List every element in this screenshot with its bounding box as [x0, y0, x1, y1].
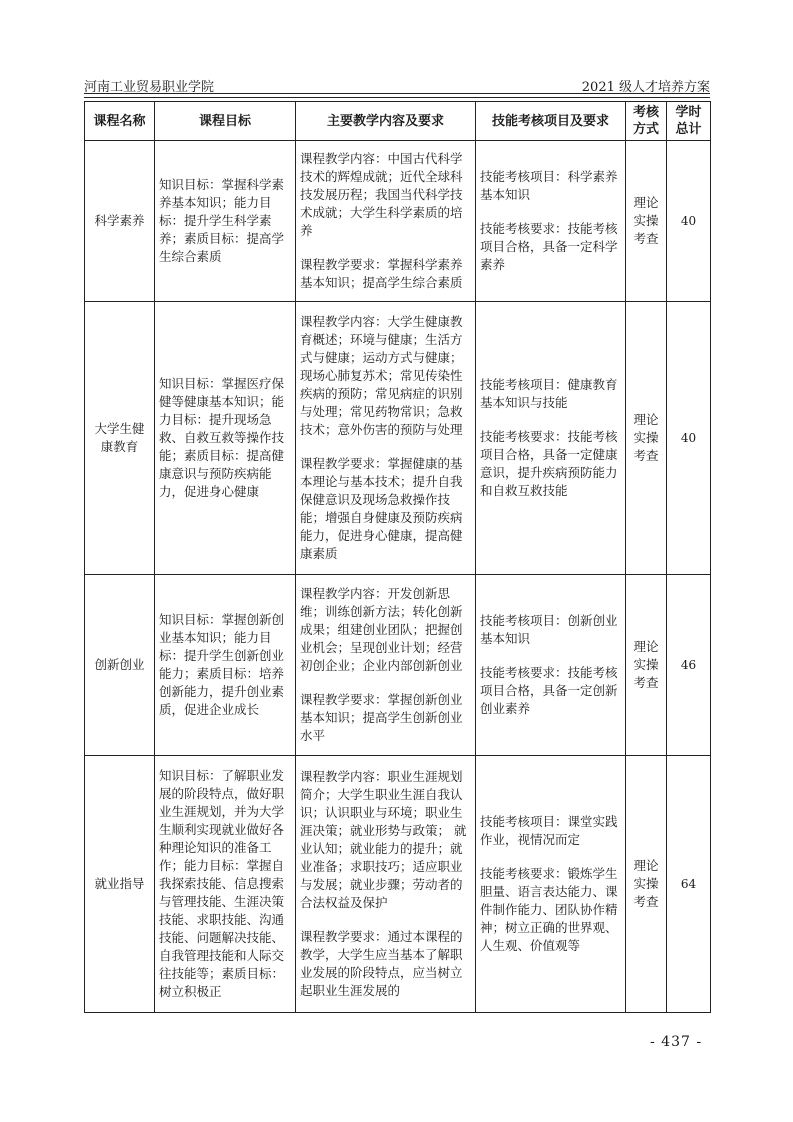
header-main-content: 主要教学内容及要求	[296, 102, 476, 141]
course-content	[296, 575, 476, 756]
total-hours: 46	[667, 575, 711, 756]
table-row	[85, 756, 711, 1013]
course-name: 科学素养	[85, 141, 155, 302]
header-rule-thin	[84, 97, 710, 98]
content-text: 课程教学内容：开发创新思维；训练创新方法；转化创新成果；组建创业团队；把握创业机会；呈现创业计划；经营初创企业；企业内部创新创业	[300, 586, 463, 673]
course-content	[296, 302, 476, 575]
skill-assessment	[476, 756, 626, 1013]
skill-requirement-text: 技能考核要求：锻炼学生胆量、语言表达能力、课件制作能力、团队协作精神；树立正确的世界观、人生观、价值观等	[480, 866, 618, 953]
header-course-goal: 课程目标	[155, 102, 296, 141]
course-content	[296, 756, 476, 1013]
header-rule-thick	[84, 93, 710, 94]
table-row	[85, 575, 711, 756]
skill-item-text: 技能考核项目：科学素养基本知识	[480, 169, 618, 202]
assessment-method: 理论实操考查	[626, 141, 667, 302]
course-goal: 知识目标：掌握创新创业基本知识；能力目标：提升学生创新创业能力；素质目标：培养创新能力，提升创业素质，促进企业成长	[155, 575, 296, 756]
content-text: 课程教学内容：中国古代科学技术的辉煌成就；近代全球科技发展历程；我国当代科学技术成就；大学生科学素质的培养	[300, 151, 463, 238]
requirement-text: 课程教学要求：掌握创新创业基本知识；提高学生创新创业水平	[300, 692, 463, 743]
header-assessment-method: 考核方式	[626, 102, 667, 141]
skill-requirement-text: 技能考核要求：技能考核项目合格，具备一定健康意识，提升疾病预防能力和自救互救技能	[480, 429, 618, 498]
total-hours: 40	[667, 302, 711, 575]
header-total-hours: 学时总计	[667, 102, 711, 141]
skill-item-text: 技能考核项目：课堂实践作业，视情况而定	[480, 814, 618, 847]
table-header-row	[85, 102, 711, 141]
page-header	[84, 76, 710, 94]
table-row	[85, 141, 711, 302]
page-number: - 437 -	[650, 1034, 703, 1050]
requirement-text: 课程教学要求：通过本课程的教学，大学生应当基本了解职业发展的阶段特点，应当树立起职业生涯发展的	[300, 929, 463, 998]
course-goal: 知识目标：掌握科学素养基本知识；能力目标：提升学生科学素养；素质目标：提高学生综合素质	[155, 141, 296, 302]
header-skill-assessment: 技能考核项目及要求	[476, 102, 626, 141]
course-name: 就业指导	[85, 756, 155, 1013]
skill-assessment	[476, 141, 626, 302]
course-content	[296, 141, 476, 302]
content-text: 课程教学内容：大学生健康教育概述；环境与健康；生活方式与健康；运动方式与健康；现场心肺复苏术；常见传染性疾病的预防；常见病症的识别与处理；常见药物常识；急救技术；意外伤害的预防与处理	[300, 314, 463, 437]
course-table	[84, 101, 711, 1013]
course-name: 大学生健康教育	[85, 302, 155, 575]
skill-item-text: 技能考核项目：创新创业基本知识	[480, 613, 618, 646]
document-title: 2021 级人才培养方案	[581, 80, 710, 95]
skill-requirement-text: 技能考核要求：技能考核项目合格，具备一定科学素养	[480, 221, 618, 272]
header-course-name: 课程名称	[85, 102, 155, 141]
total-hours: 64	[667, 756, 711, 1013]
content-text: 课程教学内容：职业生涯规划简介；大学生职业生涯自我认识；认识职业与环境；职业生涯决策；就业形势与政策； 就业认知；就业能力的提升；就业准备；求职技巧；适应职业与发展；就业步骤；劳动者的合法权益及保护	[300, 769, 467, 910]
skill-item-text: 技能考核项目：健康教育基本知识与技能	[480, 377, 618, 410]
skill-assessment	[476, 575, 626, 756]
requirement-text: 课程教学要求：掌握科学素养基本知识；提高学生综合素质	[300, 257, 463, 290]
assessment-method: 理论实操考查	[626, 756, 667, 1013]
table-row	[85, 302, 711, 575]
skill-assessment	[476, 302, 626, 575]
assessment-method: 理论实操考查	[626, 575, 667, 756]
course-goal: 知识目标：了解职业发展的阶段特点，做好职业生涯规划，并为大学生顺利实现就业做好各种理论知识的准备工作；能力目标：掌握自我探索技能、信息搜索与管理技能、生涯决策技能、求职技能、沟通技能、问题解决技能、自我管理技能和人际交往技能等；素质目标：树立积极正	[155, 756, 296, 1013]
assessment-method: 理论实操考查	[626, 302, 667, 575]
course-name: 创新创业	[85, 575, 155, 756]
total-hours: 40	[667, 141, 711, 302]
school-name: 河南工业贸易职业学院	[84, 80, 215, 95]
skill-requirement-text: 技能考核要求：技能考核项目合格，具备一定创新创业素养	[480, 665, 618, 716]
requirement-text: 课程教学要求：掌握健康的基本理论与基本技术；提升自我保健意识及现场急救操作技能；增强自身健康及预防疾病能力，促进身心健康，提高健康素质	[300, 456, 463, 561]
course-goal: 知识目标：掌握医疗保健等健康基本知识；能力目标：提升现场急救、自救互救等操作技能；素质目标：提高健康意识与预防疾病能力，促进身心健康	[155, 302, 296, 575]
